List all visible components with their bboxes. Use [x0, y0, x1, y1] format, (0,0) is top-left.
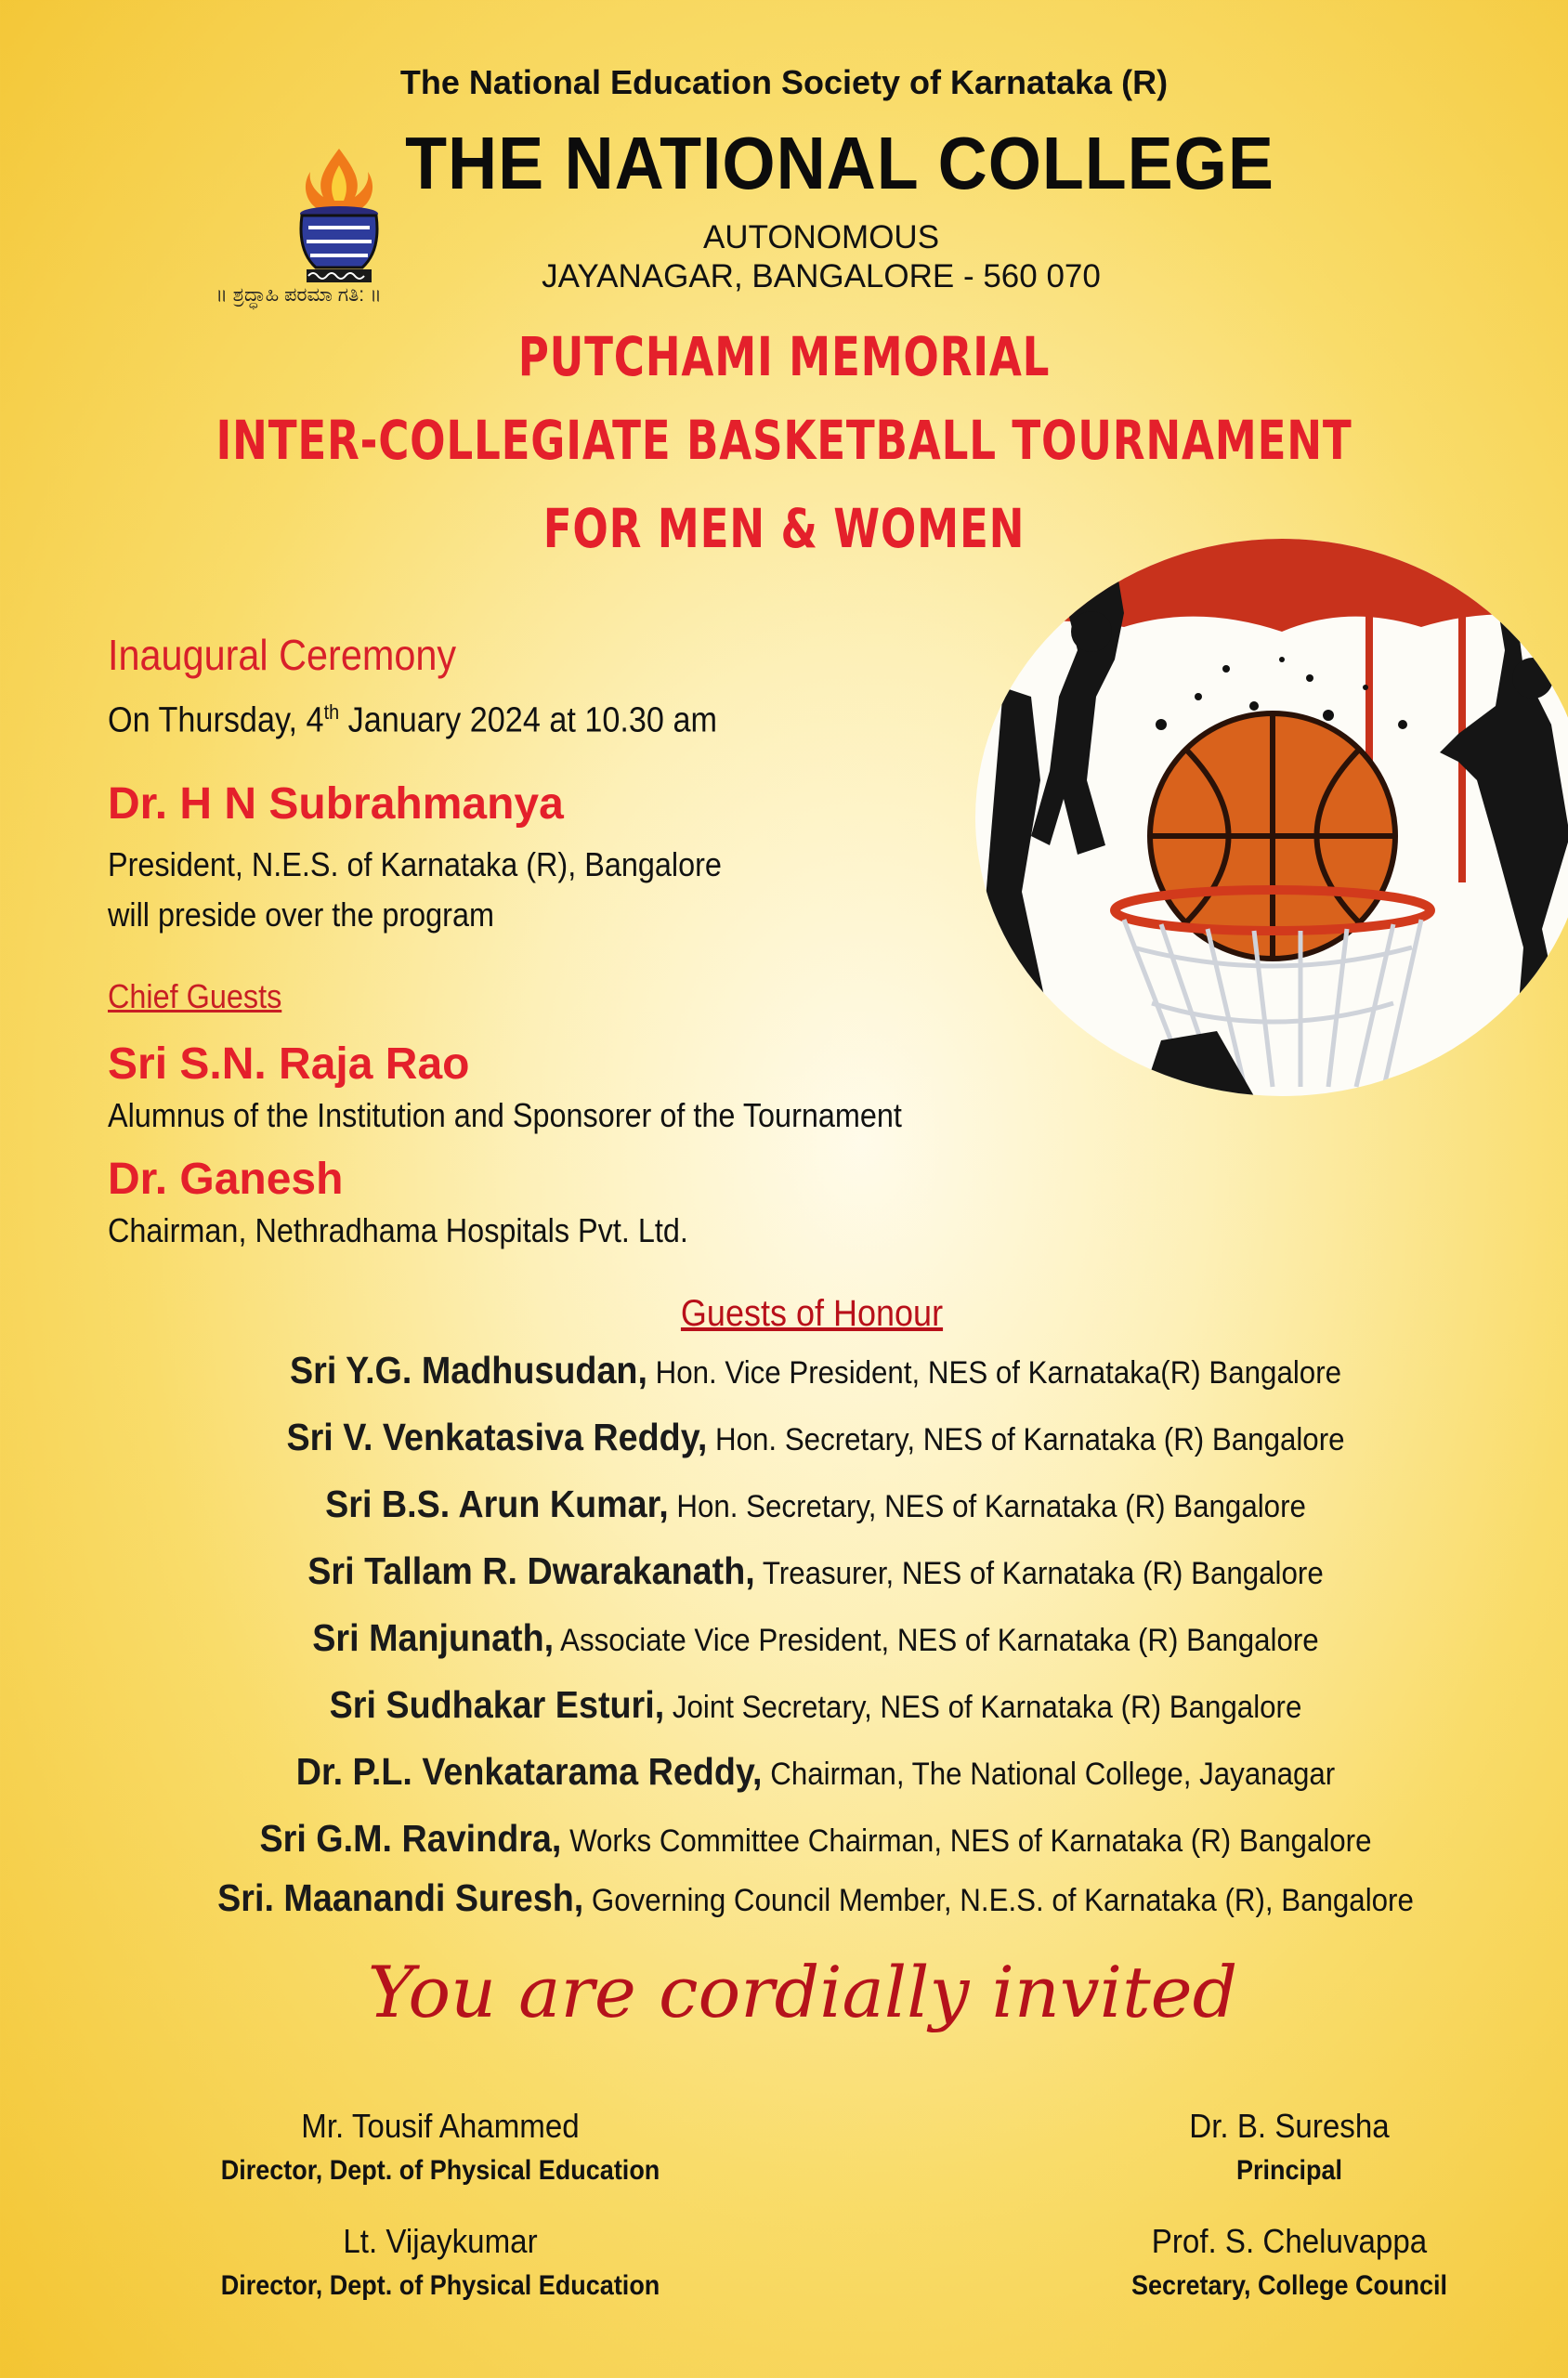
honour-guest-row	[95, 1549, 1537, 1593]
honour-guest-role: Hon. Secretary, NES of Karnataka (R) Bangalore	[668, 1489, 1306, 1524]
signatory-role: Secretary, College Council	[1130, 2270, 1448, 2301]
honour-guest-name: Sri Y.G. Madhusudan,	[289, 1349, 647, 1392]
chief-guests-heading: Chief Guests	[108, 977, 282, 1015]
signatory-role: Director, Dept. of Physical Education	[220, 2155, 660, 2186]
chief-guest-role: Alumnus of the Institution and Sponsorer of the Tournament	[108, 1096, 902, 1134]
college-name: THE NATIONAL COLLEGE	[405, 122, 1274, 204]
ceremony-date-sup: th	[323, 700, 340, 724]
chief-guest-name: Dr. Ganesh	[108, 1155, 344, 1204]
honour-guest-role: Works Committee Chairman, NES of Karnataka (R) Bangalore	[561, 1823, 1372, 1859]
signatory-name: Dr. B. Suresha	[1189, 2107, 1390, 2145]
honour-guest-name: Sri B.S. Arun Kumar,	[325, 1483, 669, 1525]
honour-guest-name: Sri Tallam R. Dwarakanath,	[307, 1549, 755, 1592]
college-logo	[269, 139, 409, 297]
honour-guest-row	[95, 1483, 1537, 1526]
signatory-name: Prof. S. Cheluvappa	[1151, 2222, 1428, 2260]
college-address: JAYANAGAR, BANGALORE - 560 070	[542, 258, 1101, 294]
ceremony-date-prefix: On Thursday, 4	[108, 700, 324, 740]
tournament-title-line2: INTER-COLLEGIATE BASKETBALL TOURNAMENT	[216, 409, 1352, 472]
honour-guest-row	[95, 1416, 1537, 1459]
honour-guest-row	[95, 1683, 1537, 1727]
signatory-role: Director, Dept. of Physical Education	[220, 2270, 660, 2301]
honour-guest-row	[95, 1616, 1537, 1660]
inaugural-heading: Inaugural Ceremony	[108, 631, 457, 679]
honour-guest-row	[95, 1750, 1537, 1794]
honour-guest-role: Treasurer, NES of Karnataka (R) Bangalore	[754, 1556, 1324, 1591]
honour-guest-row	[95, 1876, 1537, 1920]
honour-guest-row	[95, 1349, 1537, 1392]
tournament-title-line1: PUTCHAMI MEMORIAL	[517, 325, 1051, 388]
tournament-title-line3: FOR MEN & WOMEN	[542, 497, 1026, 560]
honour-guest-name: Dr. P.L. Venkatarama Reddy,	[295, 1750, 763, 1793]
president-role: President, N.E.S. of Karnataka (R), Bangalore	[108, 845, 722, 883]
college-motto: ॥ ಶ್ರದ್ಧಾಹಿ ಪರಮಾ ಗತಿ: ॥	[216, 284, 382, 306]
honour-guest-row	[95, 1817, 1537, 1861]
honour-guest-role: Hon. Secretary, NES of Karnataka (R) Bangalore	[707, 1422, 1345, 1457]
basketball-illustration	[975, 539, 1568, 1096]
honour-guest-role: Chairman, The National College, Jayanagar	[762, 1757, 1336, 1792]
chief-guest-name: Sri S.N. Raja Rao	[108, 1039, 470, 1089]
honour-guest-role: Joint Secretary, NES of Karnataka (R) Bangalore	[664, 1690, 1302, 1725]
honour-guest-name: Sri. Maanandi Suresh,	[217, 1876, 584, 1919]
ceremony-date-suffix: January 2024 at 10.30 am	[339, 700, 717, 740]
honour-guest-name: Sri V. Venkatasiva Reddy,	[286, 1416, 708, 1458]
honour-guest-name: Sri G.M. Ravindra,	[259, 1817, 562, 1860]
signatory-name: Mr. Tousif Ahammed	[301, 2107, 580, 2145]
honour-guest-role: Governing Council Member, N.E.S. of Karnataka (R), Bangalore	[583, 1883, 1414, 1918]
honour-guest-role: Hon. Vice President, NES of Karnataka(R) Bangalore	[647, 1355, 1342, 1391]
autonomous-label: AUTONOMOUS	[702, 219, 940, 255]
guests-of-honour-heading: Guests of Honour	[680, 1293, 944, 1334]
signatory-name: Lt. Vijaykumar	[343, 2222, 538, 2260]
honour-guest-role: Associate Vice President, NES of Karnataka (R) Bangalore	[554, 1623, 1319, 1658]
society-name: The National Education Society of Karnataka (R)	[399, 63, 1169, 101]
president-note: will preside over the program	[108, 895, 494, 934]
signatory-role: Principal	[1235, 2155, 1343, 2186]
invitation-text: You are cordially invited	[367, 1951, 1238, 2033]
chief-guest-role: Chairman, Nethradhama Hospitals Pvt. Ltd.	[108, 1211, 688, 1249]
ceremony-date	[108, 700, 717, 741]
honour-guest-name: Sri Sudhakar Esturi,	[329, 1683, 665, 1726]
president-name: Dr. H N Subrahmanya	[108, 779, 564, 829]
honour-guest-name: Sri Manjunath,	[312, 1616, 555, 1659]
